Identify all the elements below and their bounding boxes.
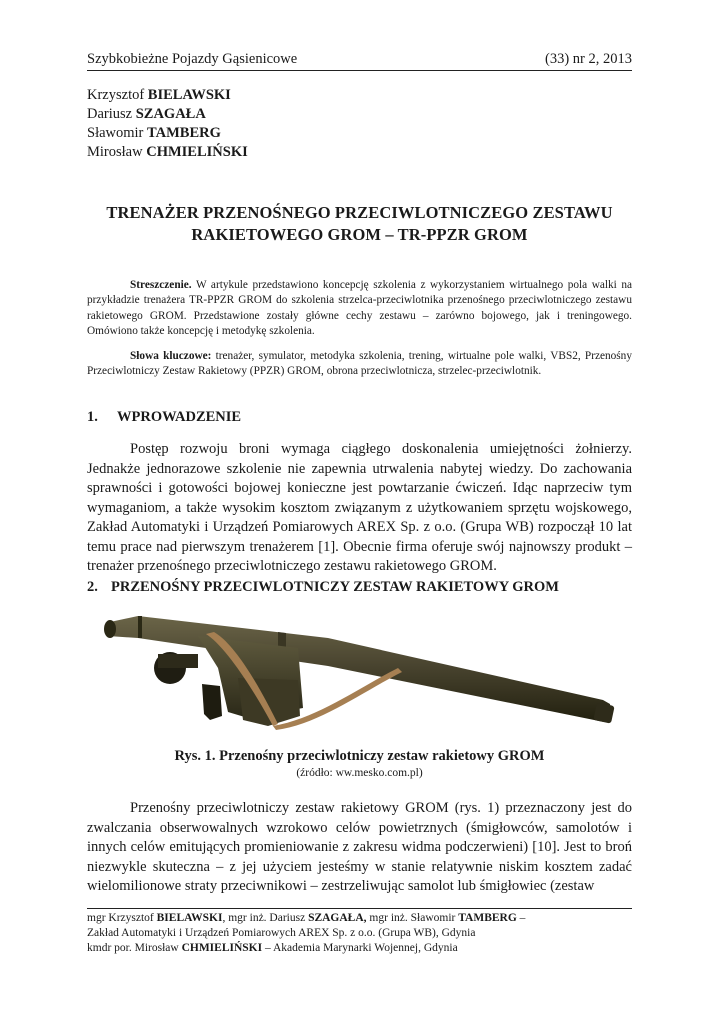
footnote-line-3: kmdr por. Mirosław CHMIELIŃSKI – Akademia Marynarki Wojennej, Gdynia bbox=[87, 942, 458, 954]
figure-source: (źródło: ww.mesko.com.pl) bbox=[296, 767, 423, 779]
keywords-text: trenażer, symulator, metodyka szkolenia, trening, wirtualne pole walki, VBS2, Przenośny Przeciwlotniczy Zestaw Rakietowy (PPZR) GROM, obrona przeciwlotnicza, strzelec-przeciwlotnik. bbox=[87, 350, 632, 378]
section-2-body: Przenośny przeciwlotniczy zestaw rakietowy GROM (rys. 1) przeznaczony jest do zwalczania obserwowalnych wzrokowo celów powietrznych (śmigłowców, samolotów i innych celów emitujących promieniowanie z zakresu widma podczerwieni) [10]. Jest to broń niezwykle skuteczna – z jej użyciem jesteśmy w stanie relatywnie niskim kosztem zadać wielomilionowe straty przeciwnikowi – zestrzeliwując samolot lub śmigłowiec (zestaw bbox=[87, 800, 632, 894]
abstract bbox=[87, 278, 632, 339]
author-1: Krzysztof BIELAWSKI bbox=[87, 87, 231, 103]
pistol-grip bbox=[202, 684, 222, 720]
section-1-heading: 1. WPROWADZENIE bbox=[87, 409, 242, 425]
author-2: Dariusz SZAGAŁA bbox=[87, 106, 206, 122]
author-4: Mirosław CHMIELIŃSKI bbox=[87, 144, 248, 160]
keywords-label: Słowa kluczowe: bbox=[130, 350, 212, 362]
abstract-label: Streszczenie. bbox=[130, 279, 192, 291]
keywords bbox=[87, 349, 632, 380]
figure-caption: Rys. 1. Przenośny przeciwlotniczy zestaw rakietowy GROM bbox=[174, 748, 545, 764]
footnote-line-2: Zakład Automatyki i Urządzeń Pomiarowych AREX Sp. z o.o. (Grupa WB), Gdynia bbox=[87, 927, 476, 939]
footnote-line-1: mgr Krzysztof BIELAWSKI, mgr inż. Dariusz SZAGAŁA, mgr inż. Sławomir TAMBERG – bbox=[87, 912, 526, 924]
front-cap bbox=[104, 620, 116, 638]
rear-cap bbox=[593, 702, 614, 723]
journal-name: Szybkobieżne Pojazdy Gąsienicowe bbox=[87, 51, 298, 67]
author-affiliations-footnote bbox=[87, 908, 632, 956]
grom-launcher-image bbox=[98, 608, 623, 742]
abstract-text: W artykule przedstawiono koncepcję szkolenia z wykorzystaniem wirtualnego pola walki na przykładzie trenażera TR-PPZR GROM do szkolenia strzelca-przeciwlotnika przenośnego przeciwlotniczego zestawu rakietowego GROM. Przedstawione zostały główne cechy zestawu – zarówno bojowego, jak i treningowego. Omówiono także koncepcję i metodykę szkolenia. bbox=[87, 279, 633, 337]
issue-number: (33) nr 2, 2013 bbox=[545, 51, 632, 67]
paper-title: TRENAŻER PRZENOŚNEGO PRZECIWLOTNICZEGO ZESTAWU RAKIETOWEGO GROM – TR-PPZR GROM bbox=[106, 203, 613, 244]
author-3: Sławomir TAMBERG bbox=[87, 125, 221, 141]
running-header bbox=[87, 50, 632, 71]
section-2-heading: 2. PRZENOŚNY PRZECIWLOTNICZY ZESTAW RAKIETOWY GROM bbox=[87, 579, 559, 595]
section-1-body: Postęp rozwoju broni wymaga ciągłego doskonalenia umiejętności żołnierzy. Jednakże jednorazowe szkolenie nie zapewnia utrwalenia nabytej wiedzy. Do zachowania sprawności i gotowości bojowej konieczne jest powtarzanie ćwiczeń. Idąc naprzeciw tym wymaganiom, a także wysokim kosztom związanym z użytkowaniem sprzętu wojskowego, Zakład Automatyki i Urządzeń Pomiarowych AREX Sp. z o.o. (Grupa WB) rozpoczął 10 lat temu prace nad pierwszym trenażerem [1]. Obecnie firma oferuje swój najnowszy produkt – trenażer przenośnego przeciwlotniczego zestawu rakietowego GROM. bbox=[87, 441, 632, 574]
author-list bbox=[87, 86, 248, 162]
